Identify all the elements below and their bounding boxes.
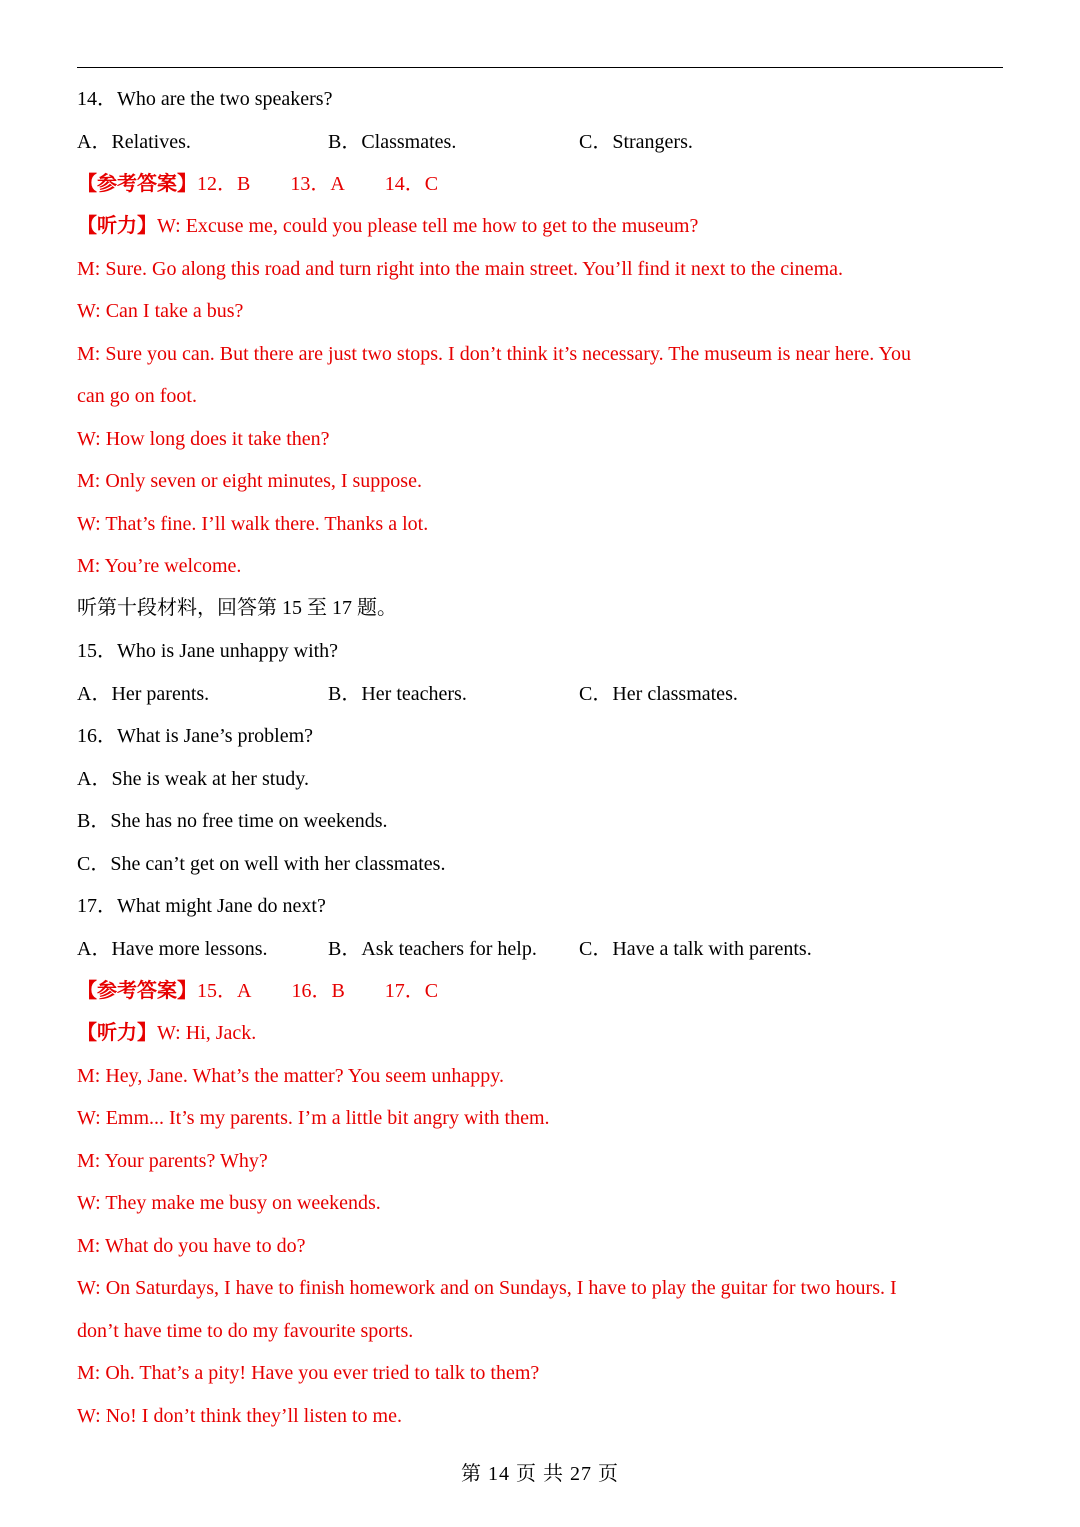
transcript-label: 【听力】 [77,215,157,237]
q17-option-c: C．Have a talk with parents. [579,938,812,960]
q17-stem: 17．What might Jane do next? [77,895,326,917]
answer-key-label: 【参考答案】 [77,173,197,195]
answer-key-1 [77,172,438,196]
transcript-line: W: They make me busy on weekends. [77,1192,381,1214]
q16-option-b: B．She has no free time on weekends. [77,810,388,832]
transcript-line: M: You’re welcome. [77,555,242,577]
q17-option-b: B．Ask teachers for help. [328,938,537,960]
transcript-line: W: Excuse me, could you please tell me how to get to the museum? [157,215,699,237]
transcript-line: can go on foot. [77,385,197,407]
q14-stem: 14．Who are the two speakers? [77,88,333,110]
transcript-line: W: That’s fine. I’ll walk there. Thanks a lot. [77,513,429,535]
q14-option-b: B．Classmates. [328,131,457,153]
answer-15: 15．A [197,980,252,1002]
q16-option-c: C．She can’t get on well with her classmates. [77,853,446,875]
answer-key-2 [77,979,438,1003]
transcript-line: M: Oh. That’s a pity! Have you ever tried to talk to them? [77,1362,540,1384]
q14-options [77,130,1003,154]
transcript-line: W: On Saturdays, I have to finish homework and on Sundays, I have to play the guitar for two hours. I [77,1277,897,1299]
transcript-line: M: Your parents? Why? [77,1150,268,1172]
q15-options [77,682,1003,706]
answer-17: 17．C [384,980,439,1002]
transcript-line: W: How long does it take then? [77,428,330,450]
transcript-line: M: What do you have to do? [77,1235,306,1257]
answer-key-label: 【参考答案】 [77,980,197,1002]
transcript-line: M: Hey, Jane. What’s the matter? You seem unhappy. [77,1065,504,1087]
transcript-1-first [77,214,698,238]
q15-option-b: B．Her teachers. [328,683,467,705]
q15-stem: 15．Who is Jane unhappy with? [77,640,339,662]
answer-13: 13．A [290,173,345,195]
transcript-line: W: Can I take a bus? [77,300,244,322]
transcript-line: don’t have time to do my favourite sports. [77,1320,414,1342]
transcript-line: W: Emm... It’s my parents. I’m a little bit angry with them. [77,1107,550,1129]
answer-16: 16．B [291,980,345,1002]
q16-option-a: A．She is weak at her study. [77,768,309,790]
header-rule [77,67,1003,68]
q15-option-c: C．Her classmates. [579,683,738,705]
transcript-2-first [77,1021,256,1045]
page-number-footer: 第 14 页 共 27 页 [461,1463,619,1485]
q15-option-a: A．Her parents. [77,683,210,705]
transcript-line: M: Sure you can. But there are just two stops. I don’t think it’s necessary. The museum is near here. You [77,343,911,365]
transcript-line: M: Only seven or eight minutes, I suppose. [77,470,422,492]
q17-option-a: A．Have more lessons. [77,938,268,960]
section-instruction: 听第十段材料，回答第 15 至 17 题。 [77,597,397,619]
transcript-line: W: Hi, Jack. [157,1022,257,1044]
transcript-label: 【听力】 [77,1022,157,1044]
q17-options [77,937,1003,961]
q14-option-a: A．Relatives. [77,131,191,153]
transcript-line: W: No! I don’t think they’ll listen to me. [77,1405,402,1427]
answer-14: 14．C [384,173,439,195]
q16-stem: 16．What is Jane’s problem? [77,725,314,747]
answer-12: 12．B [197,173,251,195]
transcript-line: M: Sure. Go along this road and turn right into the main street. You’ll find it next to the cinema. [77,258,843,280]
q14-option-c: C．Strangers. [579,131,693,153]
